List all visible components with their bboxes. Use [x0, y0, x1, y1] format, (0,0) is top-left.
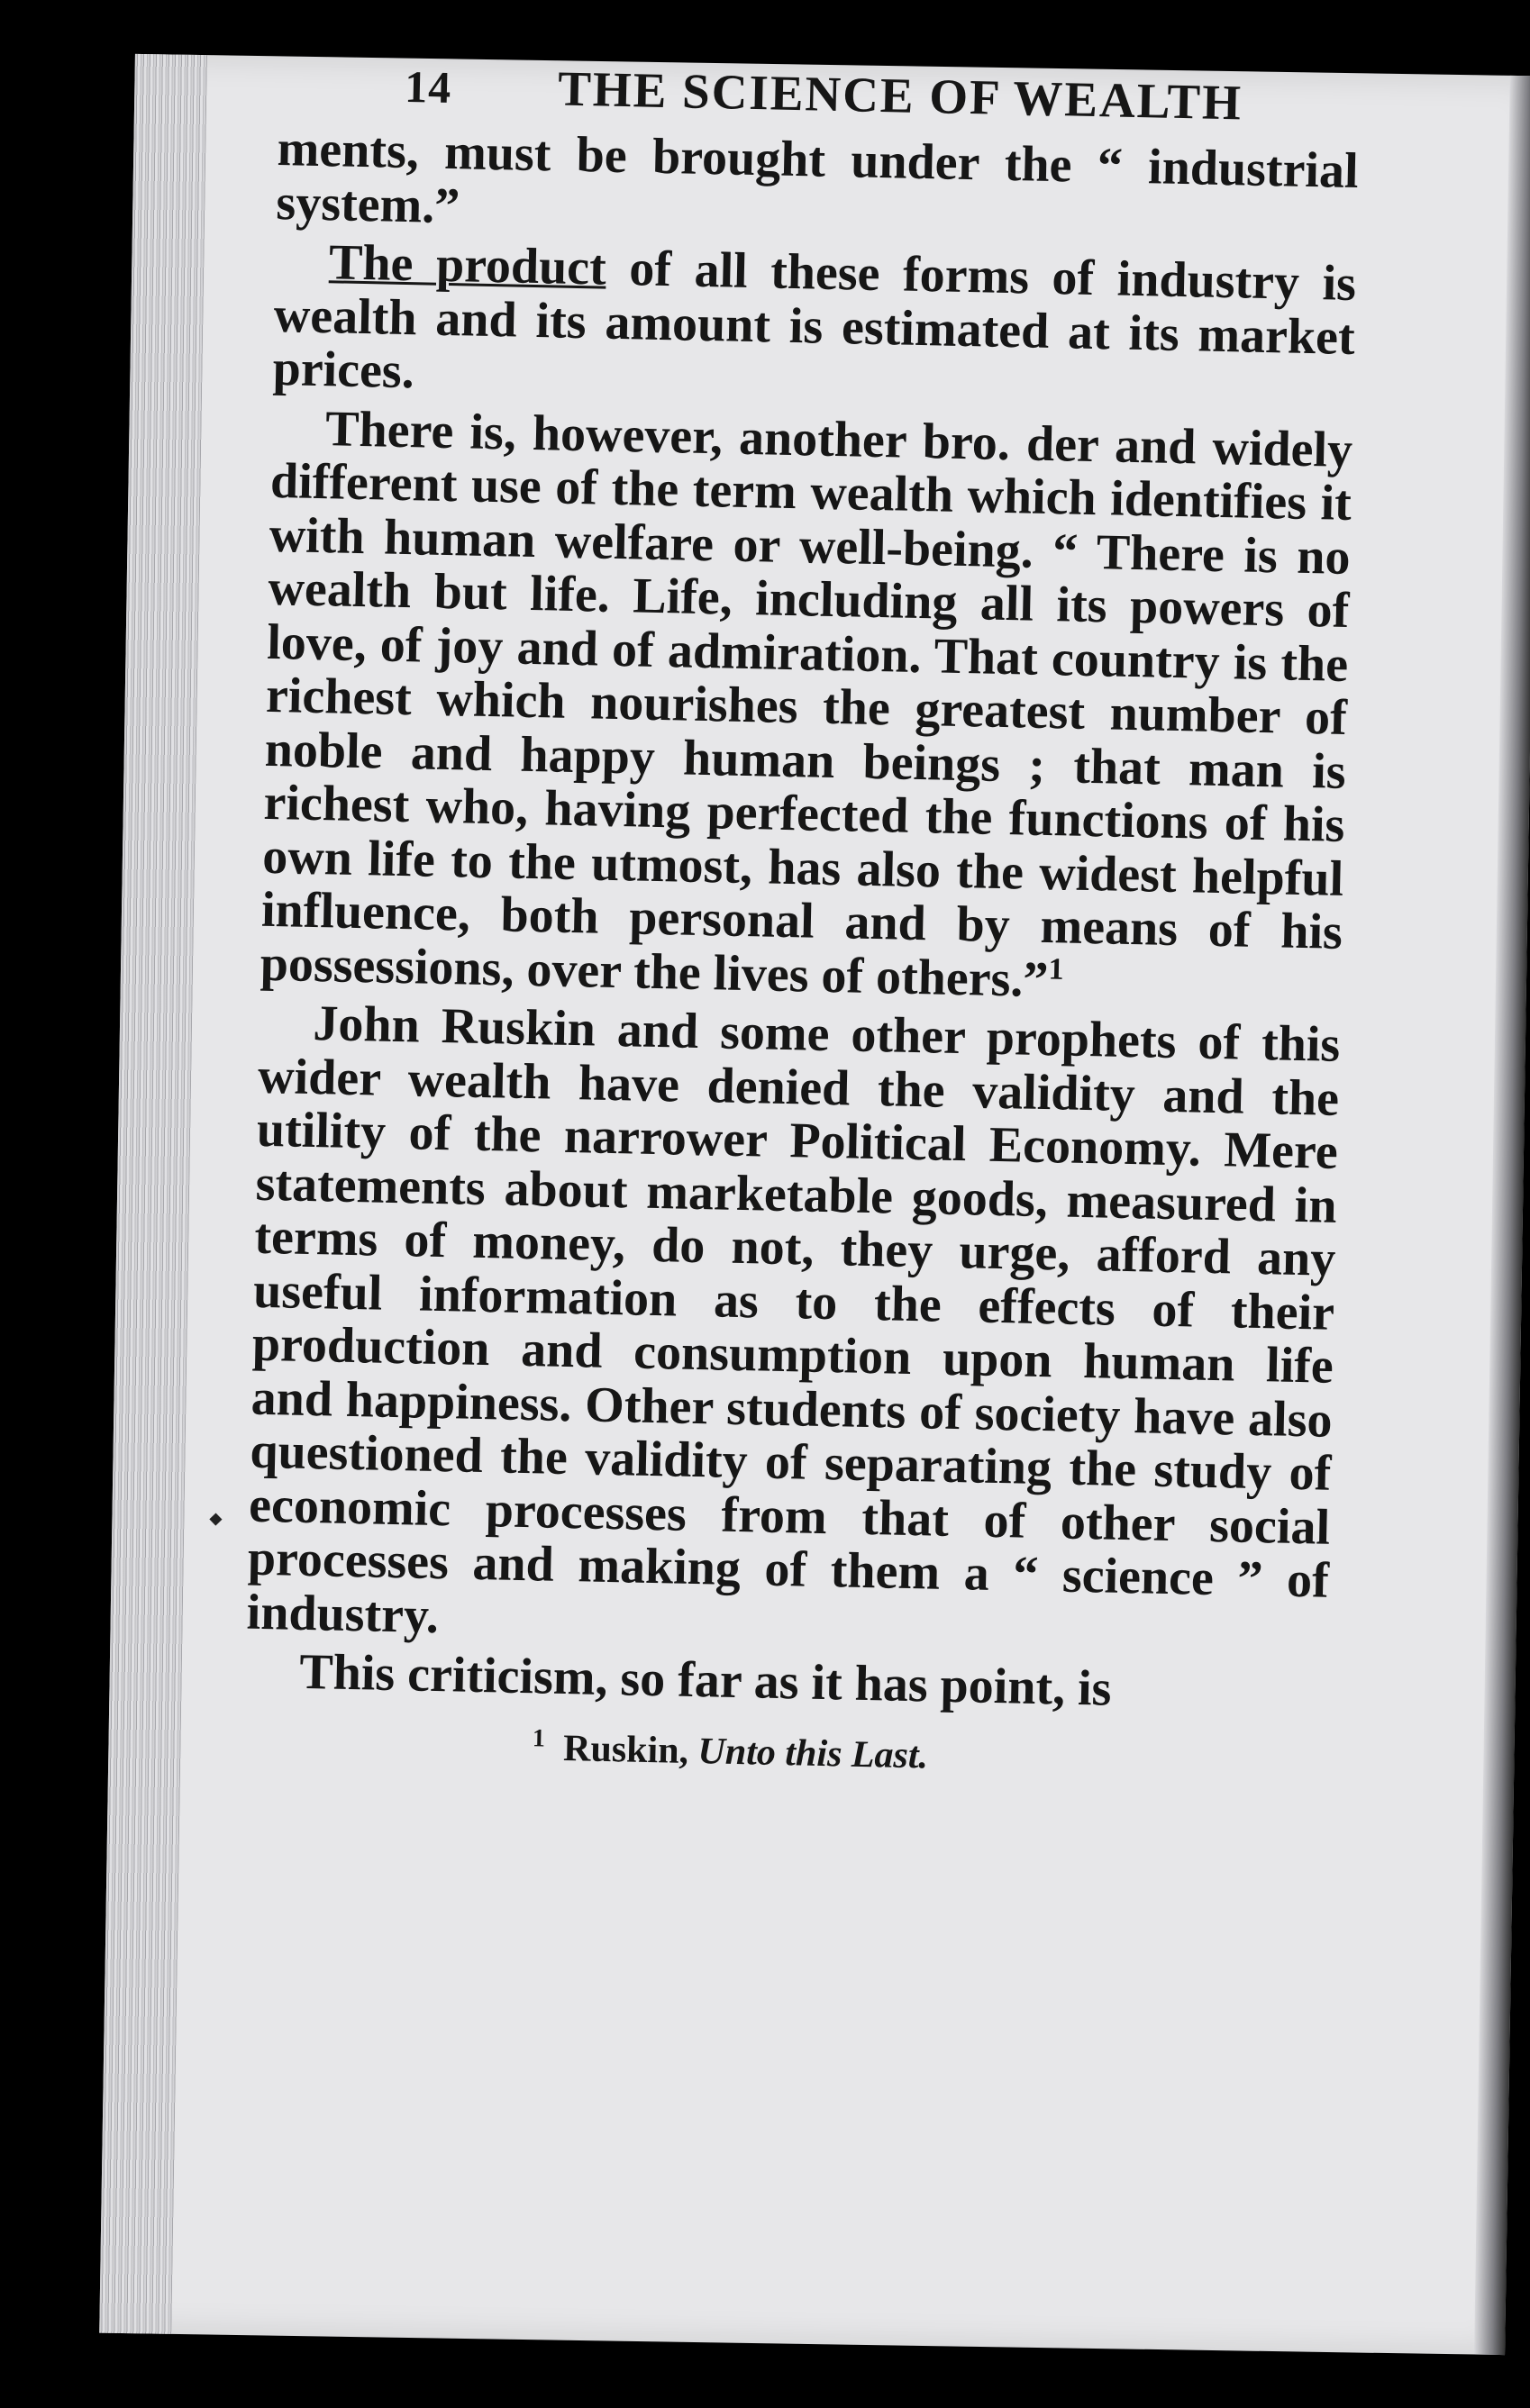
paragraph-2-text: of all these forms of industry is wealth and its amount is estimated at its market prices.	[272, 240, 1357, 400]
paragraph-4	[246, 996, 1341, 1662]
paragraph-3-text: There is, however, another bro. der and widely different use of the term wealth which identifies it with human welfare or well-being. “ There is no wealth but life. Life, including all its powers of love, of joy and of admiration. That country is the richest which nourishes the greatest number of noble and happy human beings ; that man is richest who, having perfected the functions of his own life to the utmost, has also the widest helpful influence, both personal and by means of his possessions, over the lives of others.”	[260, 400, 1353, 1008]
paragraph-1	[275, 120, 1360, 252]
paragraph-3	[260, 401, 1352, 1013]
footnote-number: 1	[532, 1723, 546, 1753]
underlined-phrase: The product	[328, 234, 607, 296]
margin-mark	[209, 1513, 222, 1525]
paragraph-2	[272, 235, 1356, 419]
page-number: 14	[404, 60, 452, 114]
footnote-work: Unto this Last.	[697, 1730, 929, 1776]
footnote-author: Ruskin,	[562, 1727, 689, 1772]
paragraph-5-text: This criticism, so far as it has point, is	[298, 1643, 1113, 1717]
running-title: THE SCIENCE OF WEALTH	[557, 60, 1243, 131]
footnote-marker: 1	[1048, 951, 1065, 986]
paragraph-4-text: John Ruskin and some other prophets of this wider wealth have denied the validity and the utility of the narrower Political Economy. Mere statements about marketable goods, measured in terms of money, do not, they urge, afford any useful information as to the effects of their production and consumption upon human life and happiness. Other students of society have also questioned the validity of separating the study of economic processes from that of other social processes and making of them a “ science ” of industry.	[246, 995, 1341, 1644]
page-text-block	[243, 54, 1360, 1786]
paragraph-1-text: ments, must be brought under the “ industrial system.”	[275, 120, 1360, 234]
